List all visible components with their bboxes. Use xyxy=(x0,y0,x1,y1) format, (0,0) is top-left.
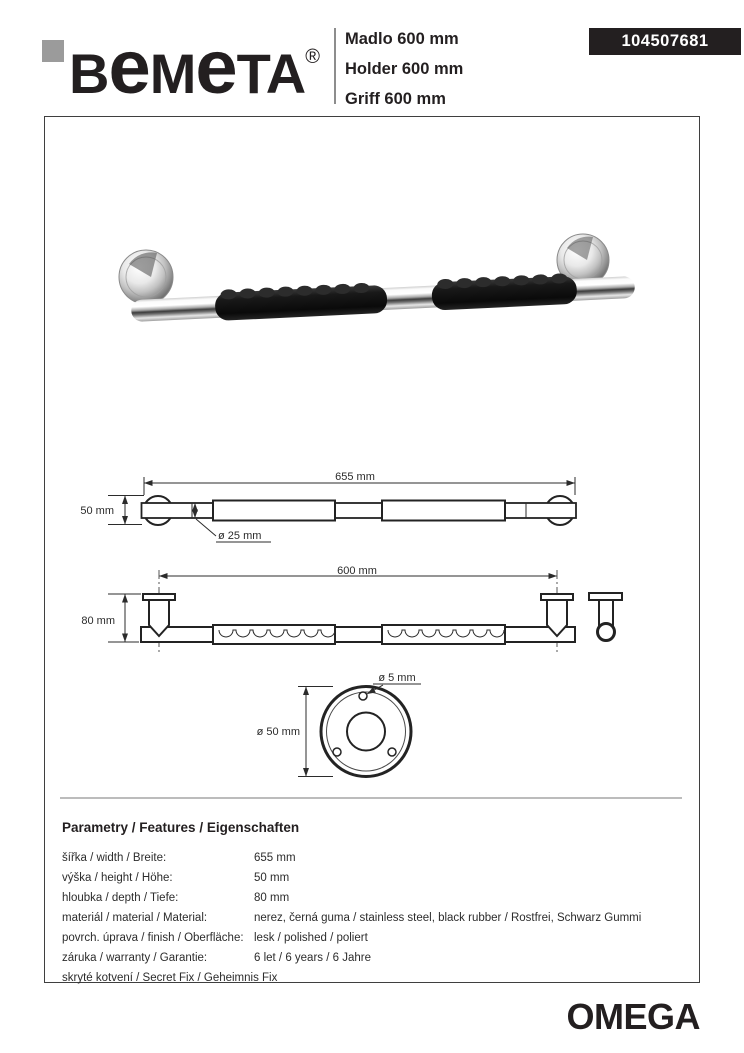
product-title-cs: Madlo 600 mm xyxy=(345,30,459,48)
wall-flange-left xyxy=(119,250,173,304)
logo-letter: B xyxy=(69,42,109,105)
front-view-drawing xyxy=(78,562,648,662)
param-row-width xyxy=(62,852,296,872)
param-label: materiál / material / Material: xyxy=(62,912,208,924)
param-row-material xyxy=(62,912,642,932)
product-photo xyxy=(105,228,650,343)
param-label: skryté kotvení / Secret Fix / Geheimnis Fix xyxy=(62,972,278,984)
logo-letter: T xyxy=(236,42,266,105)
product-title-de: Griff 600 mm xyxy=(345,90,446,108)
param-value: 50 mm xyxy=(254,872,290,884)
parameters-heading: Parametry / Features / Eigenschaften xyxy=(62,820,300,835)
product-title-en: Holder 600 mm xyxy=(345,60,464,78)
brand-logo xyxy=(69,14,319,110)
dimension-label: ø 5 mm xyxy=(378,672,416,684)
rubber-grip-right xyxy=(431,273,577,311)
dimension-label: 80 mm xyxy=(81,615,115,627)
param-value: 6 let / 6 years / 6 Jahre xyxy=(254,952,371,964)
dimension-label: 600 mm xyxy=(337,565,377,577)
product-titles xyxy=(345,24,463,114)
param-value: lesk / polished / poliert xyxy=(254,932,368,944)
param-row-finish xyxy=(62,932,368,952)
param-value: 80 mm xyxy=(254,892,290,904)
logo-letter: A xyxy=(265,42,306,105)
registered-mark: ® xyxy=(305,46,319,68)
param-label: povrch. úprava / finish / Oberfläche: xyxy=(62,932,244,944)
param-row-height xyxy=(62,872,290,892)
param-value: 655 mm xyxy=(254,852,296,864)
parameters-divider xyxy=(60,797,682,799)
logo-letter: e xyxy=(108,25,150,110)
header-divider xyxy=(334,28,336,104)
rubber-grip-left xyxy=(214,282,387,321)
param-label: výška / height / Höhe: xyxy=(62,872,173,884)
dimension-label: ø 50 mm xyxy=(256,726,300,738)
series-brand: OMEGA xyxy=(566,996,700,1037)
dimension-label: ø 25 mm xyxy=(218,530,262,542)
param-label: záruka / warranty / Garantie: xyxy=(62,952,208,964)
logo-square xyxy=(42,40,64,62)
param-row-depth xyxy=(62,892,290,912)
param-row-warranty xyxy=(62,952,371,972)
dimension-label: 50 mm xyxy=(80,505,114,517)
product-code-badge: 104507681 xyxy=(589,28,741,55)
param-label: hloubka / depth / Tiefe: xyxy=(62,892,179,904)
logo-letter: e xyxy=(195,25,237,110)
logo-letter: M xyxy=(149,42,196,105)
top-view-drawing xyxy=(78,462,598,552)
param-row-secret-fix xyxy=(62,972,277,992)
grab-bar xyxy=(130,270,635,325)
param-label: šířka / width / Breite: xyxy=(62,852,167,864)
flange-view-drawing xyxy=(255,663,455,788)
mount-side-view xyxy=(589,593,622,641)
dimension-label: 655 mm xyxy=(335,471,375,483)
param-value: nerez, černá guma / stainless steel, black rubber / Rostfrei, Schwarz Gummi xyxy=(254,912,642,924)
